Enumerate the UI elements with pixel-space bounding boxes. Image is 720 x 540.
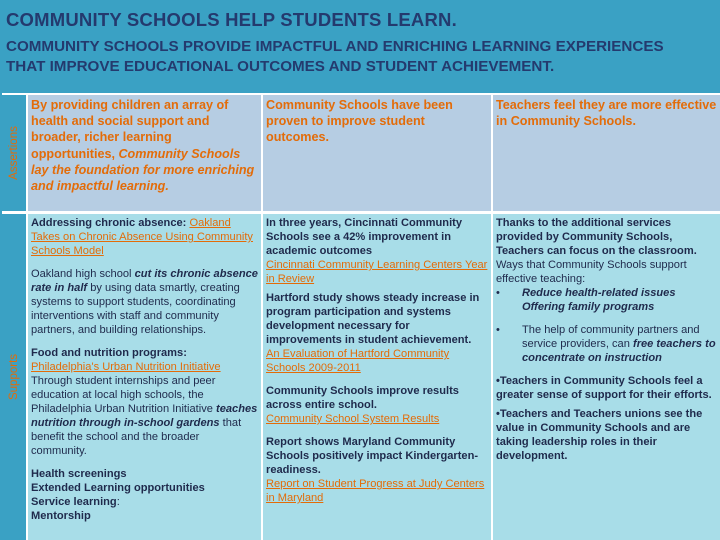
maryland-link[interactable]: Report on Student Progress at Judy Centers in Maryland [266, 478, 485, 504]
assertions-label: Assertions [8, 126, 20, 180]
bullet-item-2 [496, 323, 717, 365]
food-text-a: Through student internships and peer education at local high schools, the Philadelphia Urban Nutrition Initiative [31, 375, 216, 415]
food-text-c: that benefit the school and the broader community. [31, 417, 242, 457]
food-emphasis: teaches nutrition through in-school gardens [31, 403, 258, 429]
system-results-text: Community Schools improve results across entire school. [266, 385, 459, 411]
teachers-support-text: •Teachers in Community Schools feel a greater sense of support for their efforts. [496, 375, 712, 401]
supports-cell-1 [28, 214, 261, 540]
cincinnati-text: In three years, Cincinnati Community Schools see a 42% improvement in academic outcomes [266, 217, 463, 257]
assertion-cell-2 [263, 95, 491, 211]
teachers-intro: Thanks to the additional services provided by Community Schools, Teachers can focus on the classroom. [496, 217, 697, 257]
bullet-2-marker: • [496, 324, 500, 336]
assertion-cell-3 [493, 95, 720, 211]
oakland-emphasis: cut its chronic absence rate in half [31, 268, 258, 294]
system-results-link[interactable]: Community School System Results [266, 413, 440, 425]
assertion-cell-1 [28, 95, 261, 211]
page-title: COMMUNITY SCHOOLS HELP STUDENTS LEARN. [6, 9, 457, 30]
assertion-3-text: Teachers feel they are more effective in Community Schools. [496, 98, 717, 129]
supports-cell-2 [263, 214, 491, 540]
oakland-text-a: Oakland high school [31, 268, 132, 280]
support-item-service-learning: Service learning [31, 496, 117, 508]
page-subtitle: COMMUNITY SCHOOLS PROVIDE IMPACTFUL AND ENRICHING LEARNING EXPERIENCES THAT IMPROVE EDUCATIONAL OUTCOMES AND STUDENT ACHIEVEMENT. [6, 38, 664, 75]
chronic-heading: Addressing chronic absence: [31, 217, 187, 229]
oakland-text-c: by using data smartly, creating systems to support students, coordinating interventions with staff and community partners, and building relationships. [31, 282, 240, 336]
support-item-extended-learning: Extended Learning opportunities [31, 482, 205, 494]
hartford-link[interactable]: An Evaluation of Hartford Community Schools 2009-2011 [266, 348, 450, 374]
assertion-2-text: Community Schools have been proven to improve student outcomes. [266, 98, 453, 145]
bullet-2-emphasis: free teachers to concentrate on instruction [522, 338, 716, 364]
maryland-text: Report shows Maryland Community Schools positively impact Kindergarten-readiness. [266, 436, 479, 476]
support-item-mentorship: Mentorship [31, 510, 91, 522]
bullet-1-text: Reduce health-related issues Offering family programs [522, 287, 676, 313]
hartford-text: Hartford study shows steady increase in program participation and systems development necessary for improvements in student achievement. [266, 292, 480, 346]
supports-row-label [2, 214, 26, 540]
supports-cell-3 [493, 214, 720, 540]
content-table [2, 93, 720, 540]
cincinnati-link[interactable]: Cincinnati Community Learning Centers Year in Review [266, 259, 488, 285]
teachers-unions-text: •Teachers and Teachers unions see the value in Community Schools and are taking leadership roles in their development. [496, 408, 703, 462]
oakland-report-link[interactable]: Oakland Takes on Chronic Absence Using Community Schools Model [31, 217, 253, 257]
assertion-1-emphasis: Community Schools lay the foundation for more enriching and impactful learning. [31, 146, 255, 194]
bullet-item-1 [496, 286, 717, 314]
philadelphia-link[interactable]: Philadelphia's Urban Nutrition Initiative [31, 361, 221, 373]
header-banner [0, 0, 720, 96]
bullet-1-marker: • [496, 287, 500, 299]
assertions-row-label [2, 95, 26, 211]
support-item-health: Health screenings [31, 468, 127, 480]
service-learning-colon: : [116, 496, 120, 508]
bullet-2-text: The help of community partners and service providers, can [522, 324, 700, 350]
assertion-1-text: By providing children an array of health and social support and broader, richer learning opportunities, [31, 98, 229, 161]
supports-label: Supports [8, 353, 20, 401]
teaching-ways: Ways that Community Schools support effective teaching: [496, 259, 687, 285]
food-heading: Food and nutrition programs: [31, 347, 187, 359]
